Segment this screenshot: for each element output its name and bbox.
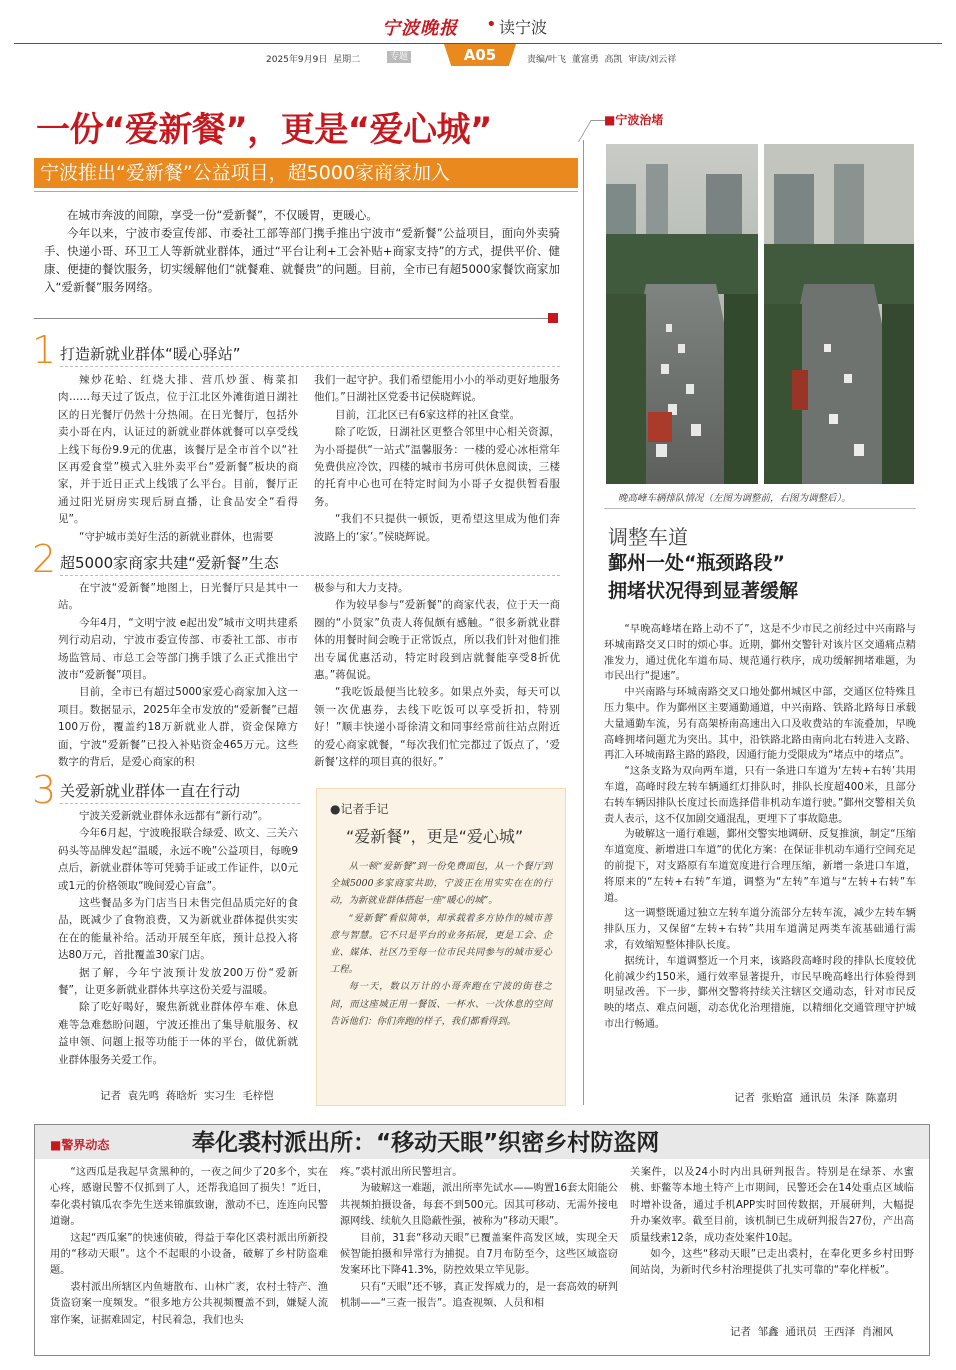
sidebar-paragraph: “早晚高峰堵在路上动不了”，这是不少市民之前经过中兴南路与环城南路交叉口时的烦心事。近期，鄞州交警针对该片区交通痛点精准发力，通过优化车道布局、规范通行秩序，成功缓解拥堵难题，为市民出行“提速”。: [604, 624, 916, 683]
lead-rule: [34, 318, 548, 319]
masthead-date: 2025年9月9日 星期二: [266, 55, 361, 65]
masthead-editors: 责编/叶飞 董富勇 高凯 审读/刘云祥: [527, 55, 677, 65]
photo-caption: 晚高峰车辆排队情况（左图为调整前，右图为调整后）。: [618, 493, 851, 504]
sidebar-paragraph: 这一调整既通过独立左转车道分流部分左转车流，减少左转车辆排队压力，又保留“左转+右转”共用车道满足两类车流基础通行需求，有效缩短整体排队长度。: [604, 908, 916, 951]
body-paragraph: 除了吃好喝好，聚焦新就业群体停车难、休息难等急难愁盼问题，宁波还推出了集导航服务、权益申领、问题上报等功能于一体的平台，做优新就业群体服务关爱工作。: [58, 1001, 298, 1066]
masthead-logo: 宁波晚报: [382, 18, 458, 39]
body-paragraph: “守护城市美好生活的新就业群体，也需要: [79, 530, 274, 543]
section2-rule: [60, 575, 560, 576]
body-paragraph: 宁波关爱新就业群体永远都有“新行动”。: [79, 810, 269, 822]
body-paragraph: 据了解，今年宁波预计发放200万份“爱新餐”，让更多新就业群体共享这份关爱与温暖。: [58, 966, 298, 997]
sidebar-paragraph: 中兴南路与环城南路交叉口地处鄞州城区中部，交通区位特殊且压力集中。作为鄞州区主要通勤通道，中兴南路、铁路北路每日承载大量通勤车流，另有高架桥南高速出入口及收费站的车流叠加，早晚高峰拥堵问题尤为突出。其中，沿铁路北路由南向北右转进入支路、再汇入环城南路主路的路段，因通行能力受限成为“堵点中的堵点”。: [604, 687, 916, 762]
main-lead: [44, 206, 560, 296]
main-title: 一份“爱新餐”，更是“爱心城”: [36, 110, 492, 150]
bottom-paragraph: 为破解这一难题，派出所率先试水——购置16套太阳能公共视频拍摄设备，每套不到500元。因其可移动、无需外接电源网线、续航久且隐蔽性强，被称为“移动天眼”。: [340, 1183, 618, 1228]
section2-title: 超5000家商家共建“爱新餐”生态: [60, 554, 279, 572]
sidebar-label: ■宁波治堵: [604, 113, 664, 127]
masthead-rule: [14, 43, 942, 44]
masthead-dot: •: [486, 14, 497, 35]
sidebar-kicker: 调整车道: [608, 525, 688, 549]
bottom-column-1: [50, 1165, 328, 1329]
sidebar-title-line1: 鄞州一处“瓶颈路段”: [608, 552, 785, 574]
sidebar-divider-line: [583, 140, 584, 1105]
bottom-column-3: [630, 1165, 914, 1280]
section3-number: 3: [32, 768, 57, 812]
body-paragraph: 除了吃饭，日湖社区更整合邻里中心相关资源，为小哥提供“一站式”温馨服务：一楼的爱心冰柜常年免费供应冷饮，四楼的城市书房可供休息阅读，三楼的托育中心也可在特定时间为小哥子女提供暂看服务。: [314, 426, 560, 508]
bottom-paragraph: 只有“天眼”还不够，真正发挥威力的，是一套高效的研判机制——“三查一报告”。追查视频、人员和相: [340, 1281, 618, 1310]
sidebar-paragraph: “这条支路为双向两车道，只有一条进口车道为‘左转+右转’共用车道，高峰时段左转车辆通红灯排队时，排队长度超400米，且部分右转车辆因排队长度过长而选择借非机动车道行驶。”鄞州交警相关负责人表示，这不仅加剧交通混乱，更埋下了事故隐患。: [604, 766, 916, 825]
section1-column-a: [58, 372, 298, 546]
lead-rule-marker: [548, 313, 558, 323]
note-paragraph: “爱新餐”看似简单，却承载着多方协作的城市善意与智慧。它不只是平台的业务拓展，更是工会、企业、媒体、社区乃至每一位市民共同参与的城市爱心工程。: [330, 912, 552, 976]
section1-column-b: [314, 372, 560, 546]
main-subtitle: 宁波推出“爱新餐”公益项目，超5000家商家加入: [40, 162, 451, 184]
sidebar-body: [604, 622, 916, 1033]
bottom-paragraph: 如今，这些“移动天眼”已走出裘村，在奉化更多乡村田野间站岗，为新时代乡村治理提供了扎实可靠的“奉化样板”。: [630, 1249, 914, 1277]
reporter-note-label: ●记者手记: [330, 802, 389, 816]
bottom-paragraph: 疼。”裘村派出所民警坦言。: [340, 1167, 463, 1178]
section2-column-b: [314, 580, 560, 771]
section3-column: [58, 808, 298, 1069]
traffic-photo-after: [764, 144, 914, 484]
body-paragraph: 极参与和大力支持。: [314, 582, 409, 594]
bottom-paragraph: 目前，31套“移动天眼”已覆盖案件高发区域，实现全天候智能拍摄和异常行为捕捉。自7月布防至今，这些区域盗窃发案环比下降41.3%，防控效果立竿见影。: [340, 1232, 618, 1277]
masthead-tag: 专题: [387, 51, 411, 63]
section3-title: 关爱新就业群体一直在行动: [60, 782, 241, 800]
section1-number: 1: [32, 328, 57, 372]
body-paragraph: 这些餐品多为门店当日未售完但品质完好的食品，既减少了食物浪费，又为新就业群体提供实实在在的能量补给。活动开展至年底，预计总投入将达80万元，首批覆盖30家门店。: [58, 897, 298, 962]
sidebar-paragraph: 为破解这一通行难题，鄞州交警实地调研、反复推演，制定“压缩车道宽度、新增进口车道”的优化方案：在保证非机动车通行空间充足的前提下，对支路原有车道宽度进行合理压缩，新增一条进口车道，将原来的“左转+右转”车道，调整为“左转”车道与“左转+右转”车道。: [604, 829, 916, 904]
body-paragraph: “我吃饭最便当比较多。如果点外卖，每天可以领一次优惠券，去线下吃饭可以享受折扣，特别好！”顺丰快递小哥徐清文和同事经常前往站点附近的爱心商家就餐，“每次我们忙完都过了饭点了，‘爱新餐’这样的项目真的很好。”: [314, 686, 560, 769]
sidebar-byline: 记者 张贻富 通讯员 朱泽 陈嘉玥: [734, 1092, 898, 1104]
reporter-note-title: “爱新餐”，更是“爱心城”: [346, 827, 524, 846]
body-paragraph: 目前，全市已有超过5000家爱心商家加入这一项目。数据显示，2025年全市发放的“爱新餐”已超100万份，覆盖约18万新就业人群，资金保障方面，宁波“爱新餐”已投入补贴资金465万元。这些数字的背后，是爱心商家的积: [58, 686, 298, 769]
lead-paragraph: 今年以来，宁波市委宣传部、市委社工部等部门携手推出宁波市“爱新餐”公益项目，面向外卖骑手、快递小哥、环卫工人等新就业群体，通过“平台让利+工会补贴+商家支持”的方式，提供平价、健康、便捷的餐饮服务，切实缓解他们“就餐难、就餐贵”的问题。目前，全市已有超5000家餐饮商家加入“爱新餐”服务网络。: [44, 226, 560, 294]
note-paragraph: 每一天，数以万计的小哥奔跑在宁波的街巷之间，而这座城正用一餐饭、一杯水、一次休息的空间告诉他们：你们奔跑的样子，我们都看得到。: [330, 981, 552, 1027]
sidebar-title-line2: 拥堵状况得到显著缓解: [608, 580, 799, 602]
reporter-note-body: [330, 858, 552, 1030]
body-paragraph: 在宁波“爱新餐”地图上，日光餐厅只是其中一站。: [58, 582, 298, 612]
sidebar-paragraph: 据统计，车道调整近一个月来，该路段高峰时段的排队长度较优化前减少约150米，通行效率显著提升，市民早晚高峰出行体验得到明显改善。下一步，鄞州交警将持续关注辖区交通动态，针对市民反映的堵点、难点问题，动态优化治理措施，以精细化交通管理守护城市出行畅通。: [604, 955, 916, 1030]
bottom-paragraph: 裘村派出所辖区内鱼塘散布、山林广袤，农村土特产、渔货盗窃案一度频发。“很多地方公共视频覆盖不到，嫌疑人流窜作案，证据难固定，村民着急，我们也头: [50, 1281, 328, 1326]
section3-byline: 记者 袁先鸣 蒋晗炘 实习生 毛梓恺: [100, 1090, 274, 1102]
note-paragraph: 从一顿“爱新餐”到一份免费面包，从一个餐厅到全城5000多家商家共助，宁波正在用实实在在的行动，为新就业群体搭起一座“暖心的城”。: [330, 861, 552, 907]
subtitle-underline: [34, 191, 578, 192]
bottom-label: ■警界动态: [50, 1138, 110, 1152]
bottom-column-2: [340, 1165, 618, 1313]
section2-number: 2: [32, 537, 57, 581]
body-paragraph: 作为较早参与“爱新餐”的商家代表，位于天一商圈的“小贤家”负责人蒋侃颇有感触。“很多新就业群体的用餐时间会晚于正常饭点，所以我们针对他们推出专属优惠活动，特定时段到店就餐能享受8折优惠。”蒋侃说。: [314, 599, 560, 682]
bottom-paragraph: 关案件，以及24小时内出具研判报告。特别是在绿茶、水蜜桃、虾鳖等本地土特产上市期间，民警还会在14处重点区域临时增补设备，通过手机APP实时回传数据，开展研判，大幅提升办案效率。截至目前，该机制已生成研判报告27份，产出高质量线索12条，成功查处案件10起。: [630, 1167, 914, 1244]
bottom-paragraph: “这西瓜是我起早贪黑种的，一夜之间少了20多个，实在心疼，感谢民警不仅抓到了人，还帮我追回了损失！”近日，奉化裘村镇瓜农李先生送来锦旗致谢，激动不已，连连向民警道谢。: [50, 1167, 328, 1228]
section3-rule: [60, 803, 300, 804]
masthead-section: 读宁波: [499, 18, 548, 37]
traffic-photo-before: [606, 144, 758, 484]
body-paragraph: “我们不只提供一顿饭，更希望这里成为他们奔波路上的‘家’。”侯晓辉说。: [314, 513, 560, 543]
body-paragraph: 今年6月起，宁波晚报联合绿爱、欧文、三关六码头等品牌发起“温暖，永远不晚”公益项目，每晚9点后，新就业群体等可凭骑手证或工作证件，以0元或1元的价格领取“晚间爱心盲盒”。: [58, 827, 298, 892]
body-paragraph: 目前，江北区已有6家这样的社区食堂。: [335, 408, 521, 421]
bottom-byline: 记者 邹鑫 通讯员 王西泽 肖湘风: [730, 1326, 894, 1338]
lead-paragraph: 在城市奔波的间隙，享受一份“爱新餐”，不仅暖胃，更暖心。: [67, 208, 378, 222]
body-paragraph: 我们一起守护。我们希望能用小小的举动更好地服务他们。”日湖社区党委书记侯晓辉说。: [314, 374, 560, 404]
body-paragraph: 今年4月，“文明宁波 e起出发”城市文明共建系列行动启动，宁波市委宣传部、市委社工部、市市场监管局、市总工会等部门携手饿了么正式推出宁波市“爱新餐”项目。: [58, 616, 298, 682]
section1-title: 打造新就业群体“暖心驿站”: [60, 345, 241, 363]
body-paragraph: 辣炒花蛤、红烧大排、营爪炒蛋、梅菜扣肉……每天过了饭点，位于江北区外滩街道日湖社区的日光餐厅仍然十分热闹。在日光餐厅，包括外卖小哥在内，认证过的新就业群体就餐可以享受线上线下每份9.9元的优惠，该餐厅是全市首个以“社区再爱食堂”模式入驻外卖平台“爱新餐”板块的商家，并于近日正式上线饿了么平台。目前，餐厅正通过阳光厨房实现后厨直播，让食品安全“看得见”。: [58, 374, 298, 526]
bottom-paragraph: 这起“西瓜案”的快速侦破，得益于奉化区裘村派出所新投用的“移动天眼”。这个不起眼的小设备，破解了乡村防盗难题。: [50, 1232, 328, 1277]
section2-column-a: [58, 580, 298, 771]
page-number: A05: [463, 46, 497, 64]
caption-rule: [604, 508, 916, 509]
section1-rule: [60, 366, 560, 367]
bottom-title: 奉化裘村派出所：“移动天眼”织密乡村防盗网: [192, 1130, 660, 1156]
